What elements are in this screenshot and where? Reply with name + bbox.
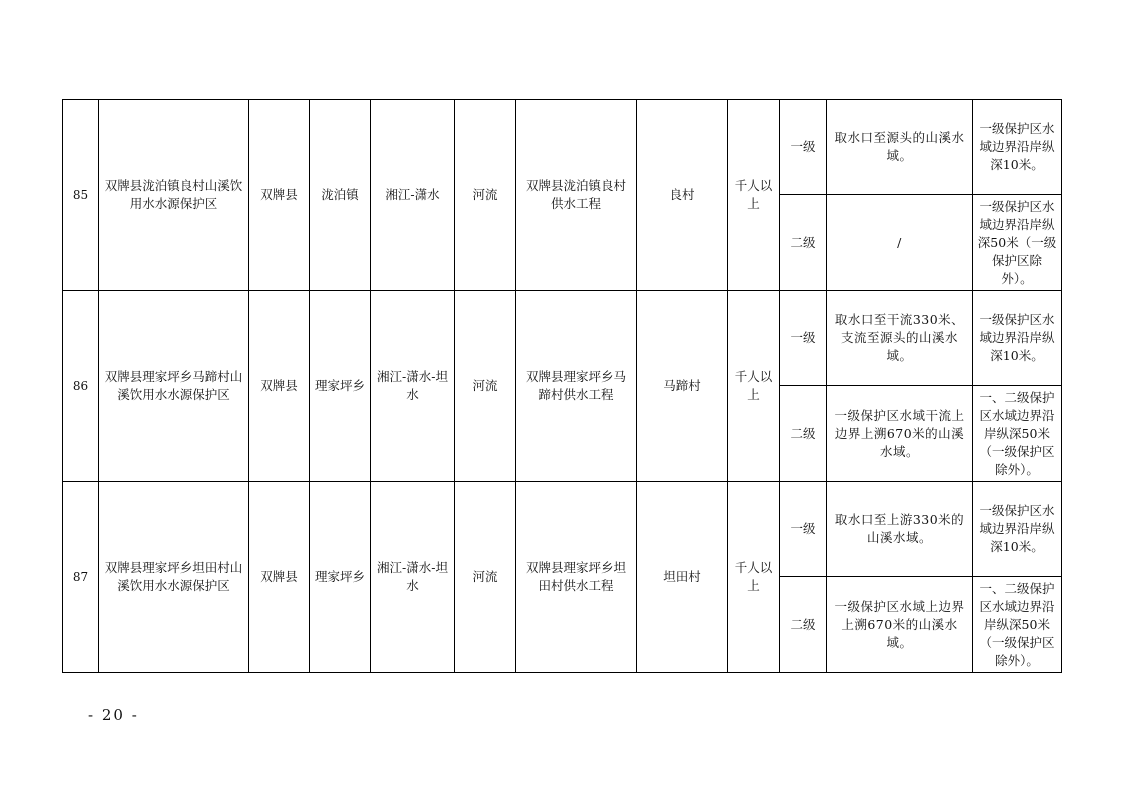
land-boundary-cell: 一级保护区水域边界沿岸纵深10米。 xyxy=(973,482,1062,577)
population-cell: 千人以上 xyxy=(728,482,780,673)
water-scope-cell: 取水口至干流330米、支流至源头的山溪水域。 xyxy=(827,291,973,386)
level-cell: 二级 xyxy=(780,386,827,482)
population-cell: 千人以上 xyxy=(728,100,780,291)
land-boundary-cell: 一级保护区水域边界沿岸纵深10米。 xyxy=(973,291,1062,386)
protection-area-name: 双牌县理家坪乡马蹄村山溪饮用水水源保护区 xyxy=(99,291,249,482)
land-boundary-cell: 一级保护区水域边界沿岸纵深50米（一级保护区除外）。 xyxy=(973,195,1062,291)
water-scope-cell: 取水口至上游330米的山溪水域。 xyxy=(827,482,973,577)
village-cell: 良村 xyxy=(637,100,728,291)
town-cell: 理家坪乡 xyxy=(310,482,371,673)
land-boundary-cell: 一级保护区水域边界沿岸纵深10米。 xyxy=(973,100,1062,195)
row-number: 87 xyxy=(63,482,99,673)
protection-area-name: 双牌县泷泊镇良村山溪饮用水水源保护区 xyxy=(99,100,249,291)
basin-cell: 湘江-潇水 xyxy=(371,100,455,291)
water-type-cell: 河流 xyxy=(455,291,516,482)
village-cell: 马蹄村 xyxy=(637,291,728,482)
supply-project-cell: 双牌县泷泊镇良村供水工程 xyxy=(516,100,637,291)
level-cell: 一级 xyxy=(780,100,827,195)
water-type-cell: 河流 xyxy=(455,100,516,291)
water-scope-cell: 一级保护区水域干流上边界上溯670米的山溪水域。 xyxy=(827,386,973,482)
county-cell: 双牌县 xyxy=(249,482,310,673)
water-source-protection-table xyxy=(62,99,1062,673)
page-number: - 20 - xyxy=(88,706,139,724)
row-number: 86 xyxy=(63,291,99,482)
county-cell: 双牌县 xyxy=(249,291,310,482)
water-type-cell: 河流 xyxy=(455,482,516,673)
water-scope-cell: 取水口至源头的山溪水域。 xyxy=(827,100,973,195)
level-cell: 二级 xyxy=(780,577,827,673)
supply-project-cell: 双牌县理家坪乡马蹄村供水工程 xyxy=(516,291,637,482)
supply-project-cell: 双牌县理家坪乡坦田村供水工程 xyxy=(516,482,637,673)
land-boundary-cell: 一、二级保护区水域边界沿岸纵深50米（一级保护区除外）。 xyxy=(973,577,1062,673)
level-cell: 二级 xyxy=(780,195,827,291)
table-row xyxy=(63,482,1062,577)
basin-cell: 湘江-潇水-坦水 xyxy=(371,291,455,482)
water-scope-cell: / xyxy=(827,195,973,291)
table-row xyxy=(63,291,1062,386)
town-cell: 泷泊镇 xyxy=(310,100,371,291)
row-number: 85 xyxy=(63,100,99,291)
population-cell: 千人以上 xyxy=(728,291,780,482)
county-cell: 双牌县 xyxy=(249,100,310,291)
water-scope-cell: 一级保护区水域上边界上溯670米的山溪水域。 xyxy=(827,577,973,673)
basin-cell: 湘江-潇水-坦水 xyxy=(371,482,455,673)
land-boundary-cell: 一、二级保护区水域边界沿岸纵深50米（一级保护区除外）。 xyxy=(973,386,1062,482)
level-cell: 一级 xyxy=(780,291,827,386)
town-cell: 理家坪乡 xyxy=(310,291,371,482)
table-row xyxy=(63,100,1062,195)
protection-area-name: 双牌县理家坪乡坦田村山溪饮用水水源保护区 xyxy=(99,482,249,673)
level-cell: 一级 xyxy=(780,482,827,577)
village-cell: 坦田村 xyxy=(637,482,728,673)
